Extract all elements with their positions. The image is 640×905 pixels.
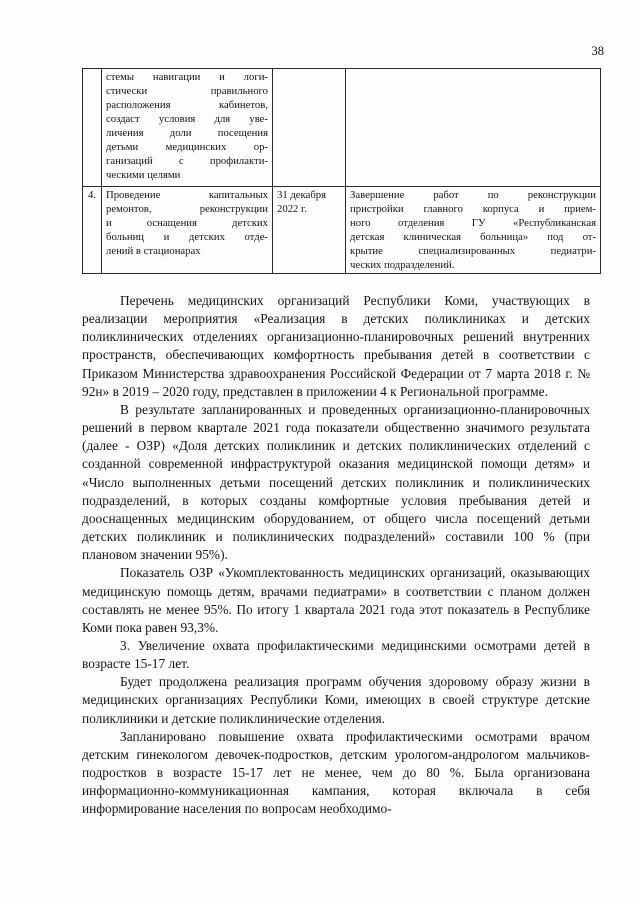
result-line: крытие специализированных педиатри- (350, 245, 596, 257)
date-cell: 31 декабря 2022 г. (273, 187, 346, 274)
date-cell (273, 69, 346, 187)
action-line: расположения кабинетов, (106, 99, 268, 111)
action-line: и оснащения детских (106, 217, 268, 229)
action-cell (102, 187, 273, 274)
action-cell (102, 69, 273, 187)
page-number: 38 (591, 44, 604, 58)
action-line: лений в стационарах (106, 245, 201, 257)
result-cell (346, 69, 601, 187)
paragraph: Показатель ОЗР «Укомплектованность медицинских организаций, оказывающих медицинскую помощь детям, врачами педиатрами» в соответствии с планом должен составлять не менее 95%. По итогу 1 квартала 2021 года этот показатель в Республике Коми пока равен 93,3%. (82, 565, 590, 635)
paragraph: В результате запланированных и проведенных организационно-планировочных решений в первом квартале 2021 года показатели общественно значимого результата (далее - ОЗР) «Доля детских поликлиник и детских поликлинических отделений с созданной современной инфраструктурой оказания медицинской помощи детям» и «Число выполненных детьми посещений детских поликлиник и поликлинических подразделений, в которых созданы комфортные условия пребывания детей и дооснащенных медицинским оборудованием, от общего числа посещений детьми детских поликлиник и поликлинических подразделений» составили 100 % (при плановом значении 95%). (82, 401, 590, 563)
result-line: детская клиническая больница» под от- (350, 231, 596, 243)
body-text (82, 292, 590, 819)
action-line: создаст условия для уве- (106, 113, 268, 125)
action-line: стемы навигации и логи- (106, 71, 268, 83)
result-line: ческих подразделений. (350, 259, 455, 271)
action-line: детьми медицинских ор- (106, 141, 268, 153)
action-line: стически правильного (106, 85, 268, 97)
action-line: Проведение капитальных (106, 189, 268, 201)
row-number-cell (83, 69, 102, 187)
paragraph: 3. Увеличение охвата профилактическими медицинскими осмотрами детей в возрасте 15-17 лет. (82, 637, 590, 672)
measures-table (82, 68, 601, 274)
result-line: ного отделения ГУ «Республиканская (350, 217, 596, 229)
result-cell (346, 187, 601, 274)
action-line: ческими целями (106, 169, 181, 181)
table-row (83, 187, 601, 274)
result-line: Завершение работ по реконструкции (350, 189, 596, 201)
action-line: личения доли посещения (106, 127, 268, 139)
result-line: пристройки главного корпуса и прием- (350, 203, 596, 215)
paragraph: Перечень медицинских организаций Республики Коми, участвующих в реализации мероприятия «Реализация в детских поликлиниках и детских поликлинических отделениях организационно-планировочных решений внутренних пространств, обеспечивающих комфортность пребывания детей в соответствии с Приказом Министерства здравоохранения Российской Федерации от 7 марта 2018 г. № 92н» в 2019 – 2020 году, представлен в приложении 4 к Региональной программе. (82, 293, 590, 399)
table-row (83, 69, 601, 187)
paragraph: Будет продолжена реализация программ обучения здоровому образу жизни в медицинских организациях Республики Коми, имеющих в своей структуре детские поликлиники и детские поликлинические отделения. (82, 674, 590, 726)
action-line: ганизаций с профилакти- (106, 155, 268, 167)
paragraph: Запланировано повышение охвата профилактическими осмотрами врачом детским гинекологом девочек-подростков, детским урологом-андрологом мальчиков-подростков в возрасте 15-17 лет не менее, чем до 80 %. Была организована информационно-коммуникационная кампания, которая включала в себя информирование населения по вопросам необходимо- (82, 728, 590, 817)
action-line: больниц и детских отде- (106, 231, 268, 243)
action-line: ремонтов, реконструкции (106, 203, 268, 215)
row-number-cell: 4. (83, 187, 102, 274)
